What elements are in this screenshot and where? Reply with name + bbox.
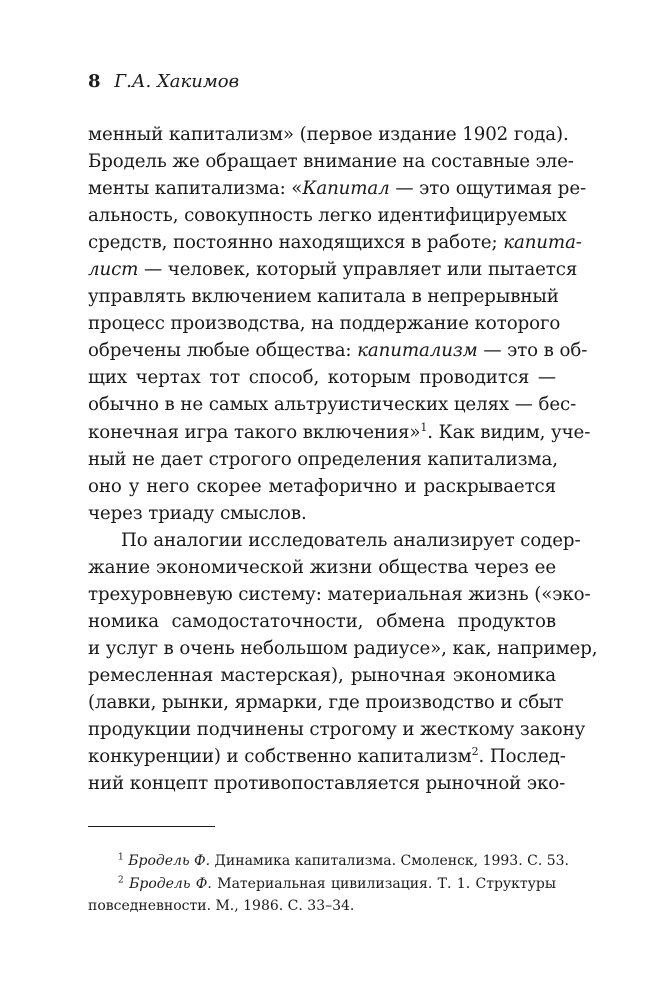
footnote-ref: 1 [420, 420, 428, 434]
text-line: ный не дает строгого определения капитализма, [88, 448, 558, 470]
text-line: управлять включением капитала в непрерывный [88, 286, 559, 308]
text-line: лист — человек, который управляет или пытается [88, 259, 578, 281]
footnote: $^2$ Бродель Ф. Материальная цивилизация. Т. 1. Структуры [118, 874, 557, 892]
text-line: щих чертах тот способ, которым проводится — [88, 367, 556, 389]
footnote-divider [88, 826, 215, 827]
footnote-continuation: повседневности. М., 1986. С. 33–34. [88, 898, 355, 914]
footnotes [88, 850, 569, 918]
italic-term: Капитал [302, 178, 390, 200]
page-number: 8 [88, 71, 101, 92]
text-line: менный капитализм» (первое издание 1902 года). [88, 124, 569, 145]
running-header [88, 70, 239, 94]
text-line: продукции подчинены строгому и жесткому закону [88, 719, 586, 741]
text-line: средств, постоянно находящихся в работе; капита- [88, 232, 582, 254]
text-line: обычно в не самых альтруистических целях — бес- [88, 394, 577, 416]
text-line: трехуровневую систему: материальная жизнь («эко- [88, 583, 591, 605]
text-line: и услуг в очень небольшом радиусе», как, например, [88, 637, 598, 659]
footnote-mark: 2 [118, 874, 124, 885]
text-line: (лавки, рынки, ярмарки, где производство и сбыт [88, 691, 564, 713]
main-text [88, 121, 598, 797]
footnote-ref: 2 [471, 745, 479, 759]
text-line: ремесленная мастерская), рыночная экономика [88, 664, 556, 686]
footnote: $^1$ Бродель Ф. Динамика капитализма. Смоленск, 1993. С. 53. [118, 852, 569, 869]
text-line: менты капитализма: «Капитал — это ощутимая ре- [88, 178, 587, 200]
text-line: обречены любые общества: капитализм — это в об- [88, 340, 588, 362]
text-line: конкуренции) и собственно капитализм$^2$. Послед- [88, 745, 566, 768]
text-line: жание экономической жизни общества через ее [88, 556, 556, 578]
text-line: через триаду смыслов. [88, 502, 307, 524]
italic-term: капитализм [357, 340, 478, 362]
italic-term: капита- [503, 232, 582, 254]
text-line: номика самодостаточности, обмена продуктов [88, 610, 556, 632]
text-line: По аналогии исследователь анализирует содер- [121, 529, 581, 551]
footnote-author: Бродель Ф. [129, 875, 212, 892]
text-line: оно у него скорее метафорично и раскрывается [88, 475, 556, 497]
text-line: альность, совокупность легко идентифицируемых [88, 205, 567, 227]
running-header-author: Г.А. Хакимов [114, 71, 240, 92]
text-line: ний концепт противопоставляется рыночной эко- [88, 773, 566, 795]
footnote-mark: 1 [118, 852, 124, 863]
text-line: Бродель же обращает внимание на составные эле- [88, 151, 574, 173]
text-line: процесс производства, на поддержание которого [88, 313, 561, 335]
footnote-author: Бродель Ф. [128, 853, 211, 869]
text-line: конечная игра такого включения»$^1$. Как видим, уче- [88, 420, 591, 443]
italic-term: лист [88, 259, 139, 281]
